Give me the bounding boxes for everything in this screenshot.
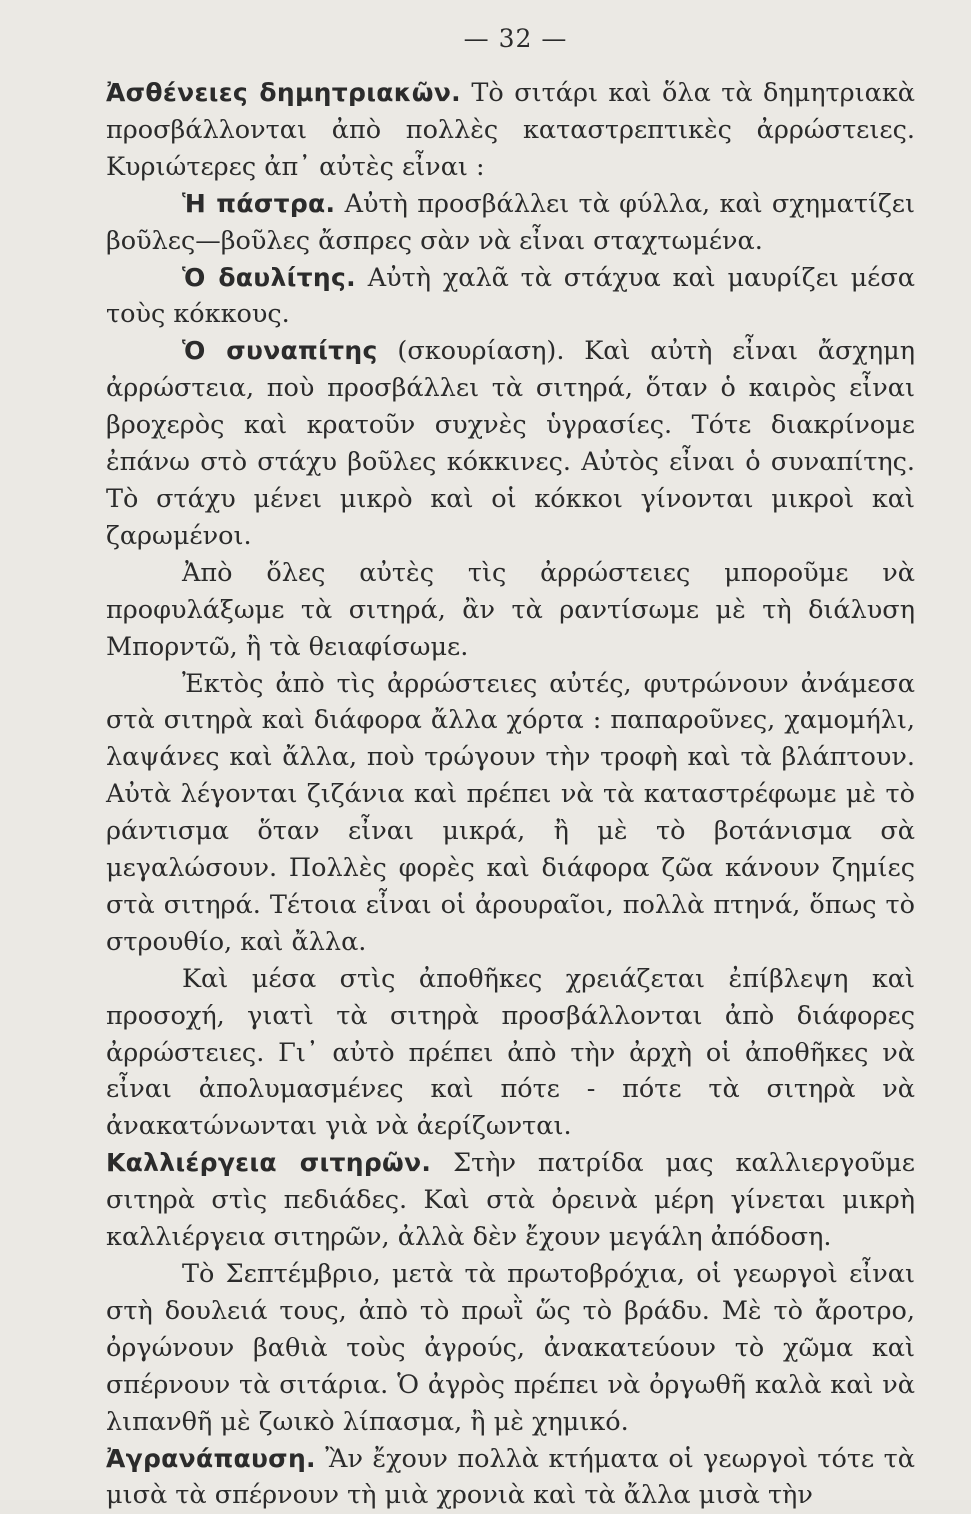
heading-diseases: Ἀσθένειες δημητριακῶν.: [106, 78, 461, 107]
paragraph-text: (σκουρίαση). Καὶ αὐτὴ εἶναι ἄσχημη ἀρρώστεια, ποὺ προσβάλλει τὰ σιτηρά, ὅταν ὁ καιρὸς εἶναι βροχερὸς καὶ κρατοῦν συχνὲς ὑγρασίες. Τότε διακρίνομε ἐπάνω στὸ στάχυ βοῦλες κόκκινες. Αὐτὸς εἶναι ὁ συναπίτης. Τὸ στάχυ μένει μικρὸ καὶ οἱ κόκκοι γίνονται μικροὶ καὶ ζαρωμένοι.: [106, 336, 915, 551]
heading-fallow: Ἀγρανάπαυση.: [106, 1443, 316, 1473]
paragraph-diseases: [106, 75, 915, 186]
paragraph-text: Καὶ μέσα στὶς ἀποθῆκες χρειάζεται ἐπίβλεψη καὶ προσοχή, γιατὶ τὰ σιτηρὰ προσβάλλονται ἀπὸ διάφορες ἀρρώστειες. Γι᾿ αὐτὸ πρέπει ἀπὸ τὴν ἀρχὴ οἱ ἀποθῆκες νὰ εἶναι ἀπολυμασμένες καὶ πότε - πότε τὰ σιτηρὰ νὰ ἀνακατώνωνται γιὰ νὰ ἀερίζωνται.: [106, 963, 915, 1142]
paragraph-text: Ἐκτὸς ἀπὸ τὶς ἀρρώστειες αὐτές, φυτρώνουν ἀνάμεσα στὰ σιτηρὰ καὶ διάφορα ἄλλα χόρτα : παπαροῦνες, χαμομήλι, λαψάνες καὶ ἄλλα, ποὺ τρώγουν τὴν τροφὴ καὶ τὰ βλάπτουν. Αὐτὰ λέγονται ζιζάνια καὶ πρέπει νὰ τὰ καταστρέφωμε μὲ τὸ ράντισμα ὅταν εἶναι μικρά, ἢ μὲ τὸ βοτάνισμα σὰ μεγαλώσουν. Πολλὲς φορὲς καὶ διάφορα ζῶα κάνουν ζημίες στὰ σιτηρά. Τέτοια εἶναι οἱ ἀρουραῖοι, πολλὰ πτηνά, ὅπως τὸ στρουθίο, καὶ ἄλλα.: [106, 668, 915, 957]
paragraph-pastra: [106, 186, 915, 260]
paragraph-protection: [106, 555, 915, 666]
paragraph-cultivation: [106, 1145, 915, 1256]
paragraph-fallow: [106, 1441, 915, 1514]
paragraph-text: Στὴν πατρίδα μας καλλιεργοῦμε σιτηρὰ στὶς πεδιάδες. Καὶ στὰ ὀρεινὰ μέρη γίνεται μικρὴ καλλιέργεια σιτηρῶν, ἀλλὰ δὲν ἔχουν μεγάλη ἀπόδοση.: [106, 1148, 916, 1253]
paragraph-text: Αὐτὴ χαλᾶ τὰ στάχυα καὶ μαυρίζει μέσα τοὺς κόκκους.: [106, 262, 915, 330]
heading-cultivation: Καλλιέργεια σιτηρῶν.: [106, 1148, 432, 1178]
paragraph-text: Τὸ Σεπτέμβριο, μετὰ τὰ πρωτοβρόχια, οἱ γεωργοὶ εἶναι στὴ δουλειά τους, ἀπὸ τὸ πρωῒ ὥς τὸ βράδυ. Μὲ τὸ ἄροτρο, ὀργώνουν βαθιὰ τοὺς ἀγρούς, ἀνακατεύουν τὸ χῶμα καὶ σπέρνουν τὰ σιτάρια. Ὁ ἀγρὸς πρέπει νὰ ὀργωθῆ καλὰ καὶ νὰ λιπανθῆ μὲ ζωικὸ λίπασμα, ἢ μὲ χημικό.: [106, 1259, 915, 1437]
page-number: — 32 —: [463, 24, 568, 53]
paragraph-text: Ἂν ἔχουν πολλὰ κτήματα οἱ γεωργοὶ τότε τὰ μισὰ τὰ σπέρνουν τὴ μιὰ χρονιὰ καὶ τὰ ἄλλα μισὰ τὴν: [106, 1443, 915, 1511]
heading-pastra: Ἡ πάστρα.: [182, 188, 336, 218]
paragraph-september: [106, 1256, 915, 1441]
paragraph-text: Τὸ σιτάρι καὶ ὅλα τὰ δημητριακὰ προσβάλλονται ἀπὸ πολλὲς καταστρεπτικὲς ἀρρώστειες. Κυριώτερες ἀπ᾿ αὐτὲς εἶναι :: [106, 78, 915, 182]
paragraph-storage: [106, 961, 915, 1146]
paragraph-text: Ἀπὸ ὅλες αὐτὲς τὶς ἀρρώστειες μποροῦμε νὰ προφυλάξωμε τὰ σιτηρά, ἂν τὰ ραντίσωμε μὲ τὴ διάλυση Μπορντῶ, ἢ τὰ θειαφίσωμε.: [106, 557, 915, 662]
paragraph-synapitis: [106, 333, 915, 554]
paragraph-text: Αὐτὴ προσβάλλει τὰ φύλλα, καὶ σχηματίζει βοῦλες—βοῦλες ἄσπρες σὰν νὰ εἶναι σταχτωμένα.: [106, 188, 915, 256]
heading-synapitis: Ὁ συναπίτης: [182, 336, 378, 366]
paragraph-davlitis: [106, 260, 915, 334]
paragraph-weeds: [106, 666, 915, 961]
heading-davlitis: Ὁ δαυλίτης.: [182, 262, 356, 292]
